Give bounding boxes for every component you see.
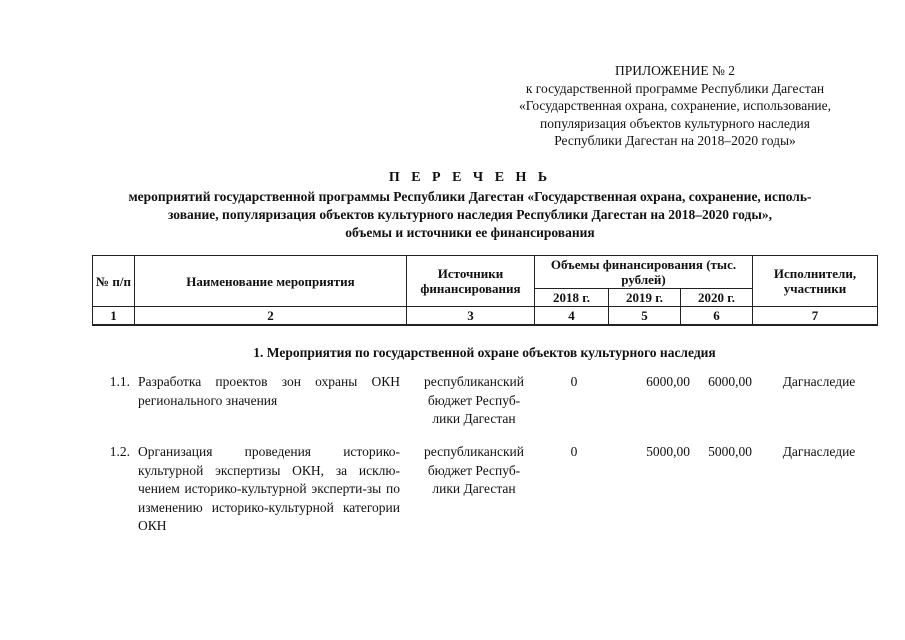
appendix-header [480, 62, 870, 150]
header-volumes: Объемы финансирования (тыс. рублей) [535, 256, 753, 289]
appendix-line: к государственной программе Республики Дагестан [525, 80, 825, 96]
header-year-2020: 2020 г. [681, 289, 753, 307]
document-title [70, 168, 870, 242]
row-name: Разработка проектов зон охраны ОКН регионального значения [138, 374, 400, 408]
row-2019: 5000,00 [646, 444, 690, 459]
appendix-line: «Государственная охрана, сохранение, использование, [518, 98, 832, 113]
column-number: 2 [135, 307, 407, 326]
header-executors: Исполнители, участники [753, 256, 878, 307]
column-number: 4 [535, 307, 609, 326]
row-2020: 5000,00 [708, 444, 752, 459]
title-line: объемы и источники ее финансирования [345, 225, 595, 240]
header-num: № п/п [93, 256, 135, 307]
row-source: республиканский бюджет Респуб-лики Дагестан [424, 374, 524, 426]
row-executor: Дагнаследие [782, 374, 856, 389]
row-executor: Дагнаследие [782, 444, 856, 459]
column-number: 6 [681, 307, 753, 326]
appendix-line: ПРИЛОЖЕНИЕ № 2 [614, 63, 736, 78]
column-number: 1 [93, 307, 135, 326]
title-heading: П Е Р Е Ч Е Н Ь [388, 170, 552, 185]
column-number: 5 [609, 307, 681, 326]
title-line: мероприятий государственной программы Республики Дагестан «Государственная охрана, сохранение, исполь- [128, 189, 812, 204]
row-name: Организация проведения историко-культурной экспертизы ОКН, за исклю-чением историко-культурной эксперти-зы по изменению историко-культурной категории ОКН [138, 444, 400, 533]
row-2019: 6000,00 [646, 374, 690, 389]
header-source: Источники финансирования [407, 256, 535, 307]
row-2018: 0 [570, 444, 578, 459]
title-line: зование, популяризация объектов культурного наследия Республики Дагестан на 2018–2020 годы», [167, 207, 773, 222]
appendix-line: популяризация объектов культурного наследия [540, 115, 810, 131]
column-number: 3 [407, 307, 535, 326]
table-header [92, 255, 878, 326]
row-2018: 0 [570, 374, 578, 389]
row-source: республиканский бюджет Респуб-лики Дагестан [424, 444, 524, 496]
appendix-line: Республики Дагестан на 2018–2020 годы» [554, 133, 796, 148]
header-year-2019: 2019 г. [609, 289, 681, 307]
header-year-2018: 2018 г. [535, 289, 609, 307]
section-title: 1. Мероприятия по государственной охране объектов культурного наследия [253, 345, 716, 360]
column-number: 7 [753, 307, 878, 326]
header-name: Наименование мероприятия [135, 256, 407, 307]
row-number: 1.1. [109, 374, 130, 389]
row-number: 1.2. [109, 444, 130, 459]
row-2020: 6000,00 [708, 374, 752, 389]
